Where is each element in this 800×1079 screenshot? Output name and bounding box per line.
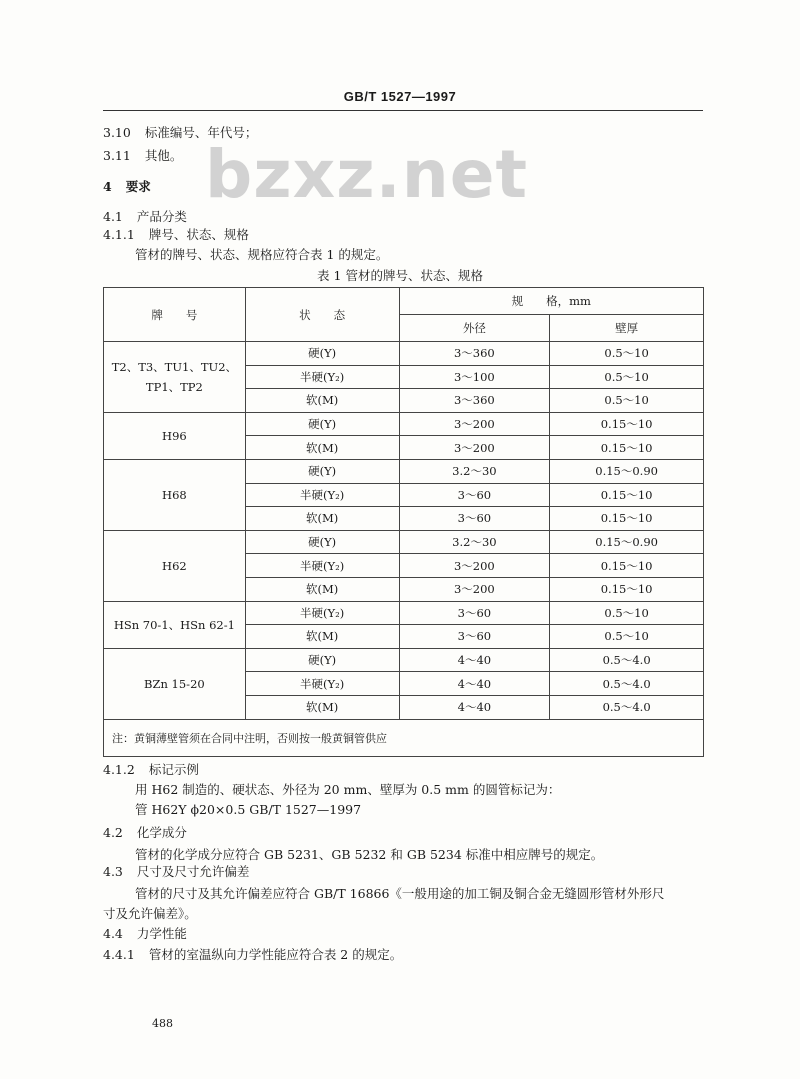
outer-cell: 3～60 xyxy=(399,507,550,531)
wall-cell: 0.5～10 xyxy=(550,389,704,413)
wall-cell: 0.5～4.0 xyxy=(550,648,704,672)
section-number: 4.1.2 xyxy=(103,762,135,777)
outer-cell: 3～200 xyxy=(399,554,550,578)
section-title: 牌号、状态、规格 xyxy=(148,227,249,242)
table-row xyxy=(104,601,704,625)
outer-cell: 3.2～30 xyxy=(399,530,550,554)
section-4-4-heading xyxy=(103,924,187,942)
section-text: 管材的室温纵向力学性能应符合表 2 的规定。 xyxy=(148,947,403,962)
outer-cell: 3～60 xyxy=(399,601,550,625)
section-4-1-2-text: 用 H62 制造的、硬状态、外径为 20 mm、壁厚为 0.5 mm 的圆管标记为： xyxy=(135,782,561,797)
state-cell: 半硬(Y₂) xyxy=(245,672,399,696)
state-cell: 硬(Y) xyxy=(245,342,399,366)
section-4-3-text-line1: 管材的尺寸及其允许偏差应符合 GB/T 16866《一般用途的加工铜及铜合金无缝圆形管材外形尺 xyxy=(135,886,665,901)
section-4-3-heading xyxy=(103,862,249,880)
state-cell: 软(M) xyxy=(245,625,399,649)
table-row xyxy=(104,412,704,436)
brand-cell: H68 xyxy=(104,459,246,530)
header-outer: 外径 xyxy=(399,315,550,342)
section-number: 4.1 xyxy=(103,209,123,224)
wall-cell: 0.5～10 xyxy=(550,365,704,389)
header-brand: 牌 号 xyxy=(104,288,246,342)
table-row xyxy=(104,530,704,554)
state-cell: 软(M) xyxy=(245,389,399,413)
wall-cell: 0.5～10 xyxy=(550,342,704,366)
state-cell: 半硬(Y₂) xyxy=(245,483,399,507)
wall-cell: 0.15～10 xyxy=(550,507,704,531)
section-title: 化学成分 xyxy=(136,825,187,840)
section-number: 4.4.1 xyxy=(103,947,135,962)
state-cell: 半硬(Y₂) xyxy=(245,365,399,389)
header-rule xyxy=(103,110,703,111)
state-cell: 半硬(Y₂) xyxy=(245,601,399,625)
state-cell: 软(M) xyxy=(245,507,399,531)
state-cell: 软(M) xyxy=(245,436,399,460)
wall-cell: 0.15～10 xyxy=(550,577,704,601)
wall-cell: 0.5～4.0 xyxy=(550,672,704,696)
outer-cell: 3～200 xyxy=(399,436,550,460)
section-title: 产品分类 xyxy=(136,209,187,224)
spec-table xyxy=(103,287,704,757)
item-3-11 xyxy=(103,146,182,164)
wall-cell: 0.5～10 xyxy=(550,601,704,625)
wall-cell: 0.5～10 xyxy=(550,625,704,649)
section-4-2-text: 管材的化学成分应符合 GB 5231、GB 5232 和 GB 5234 标准中相应牌号的规定。 xyxy=(135,847,604,862)
state-cell: 硬(Y) xyxy=(245,459,399,483)
item-text: 其他。 xyxy=(144,148,183,163)
outer-cell: 3.2～30 xyxy=(399,459,550,483)
state-cell: 硬(Y) xyxy=(245,412,399,436)
page-header: GB/T 1527—1997 xyxy=(343,89,457,104)
section-4-1-1-heading xyxy=(103,225,249,243)
wall-cell: 0.5～4.0 xyxy=(550,695,704,719)
table-note-row xyxy=(104,719,704,756)
table-row xyxy=(104,459,704,483)
wall-cell: 0.15～10 xyxy=(550,554,704,578)
outer-cell: 3～200 xyxy=(399,577,550,601)
wall-cell: 0.15～0.90 xyxy=(550,459,704,483)
item-3-10 xyxy=(103,123,257,141)
table-note: 注：黄铜薄壁管须在合同中注明，否则按一般黄铜管供应 xyxy=(104,719,704,756)
wall-cell: 0.15～0.90 xyxy=(550,530,704,554)
state-cell: 硬(Y) xyxy=(245,648,399,672)
outer-cell: 4～40 xyxy=(399,648,550,672)
state-cell: 硬(Y) xyxy=(245,530,399,554)
header-state: 状 态 xyxy=(245,288,399,342)
outer-cell: 3～360 xyxy=(399,342,550,366)
section-number: 4.4 xyxy=(103,926,123,941)
item-number: 3.11 xyxy=(103,148,131,163)
marking-example: 管 H62Y ϕ20×0.5 GB/T 1527—1997 xyxy=(135,802,362,817)
outer-cell: 3～360 xyxy=(399,389,550,413)
table-1-title: 表 1 管材的牌号、状态、规格 xyxy=(317,268,483,283)
table-row xyxy=(104,648,704,672)
section-4-2-heading xyxy=(103,823,187,841)
brand-cell: H96 xyxy=(104,412,246,459)
outer-cell: 4～40 xyxy=(399,695,550,719)
section-number: 4 xyxy=(103,179,112,194)
outer-cell: 3～60 xyxy=(399,483,550,507)
table-row xyxy=(104,342,704,366)
header-wall: 壁厚 xyxy=(550,315,704,342)
watermark: bzxz.net xyxy=(205,136,529,213)
section-4-heading xyxy=(103,177,151,195)
section-4-3-text-line2: 寸及允许偏差》。 xyxy=(103,906,197,921)
section-4-1-1-text: 管材的牌号、状态、规格应符合表 1 的规定。 xyxy=(135,247,389,262)
state-cell: 软(M) xyxy=(245,577,399,601)
section-title: 标记示例 xyxy=(148,762,199,777)
section-title: 力学性能 xyxy=(136,926,187,941)
section-4-1-heading xyxy=(103,207,187,225)
brand-cell: HSn 70-1、HSn 62-1 xyxy=(104,601,246,648)
page-number: 488 xyxy=(152,1017,173,1030)
wall-cell: 0.15～10 xyxy=(550,483,704,507)
state-cell: 半硬(Y₂) xyxy=(245,554,399,578)
brand-cell: H62 xyxy=(104,530,246,601)
item-text: 标准编号、年代号； xyxy=(144,125,258,140)
section-number: 4.3 xyxy=(103,864,123,879)
outer-cell: 3～60 xyxy=(399,625,550,649)
header-spec: 规 格，mm xyxy=(399,288,703,315)
wall-cell: 0.15～10 xyxy=(550,412,704,436)
section-4-1-2-heading xyxy=(103,760,199,778)
section-title: 要求 xyxy=(125,179,151,194)
state-cell: 软(M) xyxy=(245,695,399,719)
section-title: 尺寸及尺寸允许偏差 xyxy=(136,864,250,879)
outer-cell: 3～100 xyxy=(399,365,550,389)
outer-cell: 4～40 xyxy=(399,672,550,696)
section-4-4-1 xyxy=(103,945,402,963)
brand-cell: BZn 15-20 xyxy=(104,648,246,719)
wall-cell: 0.15～10 xyxy=(550,436,704,460)
section-number: 4.2 xyxy=(103,825,123,840)
section-number: 4.1.1 xyxy=(103,227,135,242)
item-number: 3.10 xyxy=(103,125,131,140)
brand-cell: T2、T3、TU1、TU2、TP1、TP2 xyxy=(104,342,246,413)
outer-cell: 3～200 xyxy=(399,412,550,436)
